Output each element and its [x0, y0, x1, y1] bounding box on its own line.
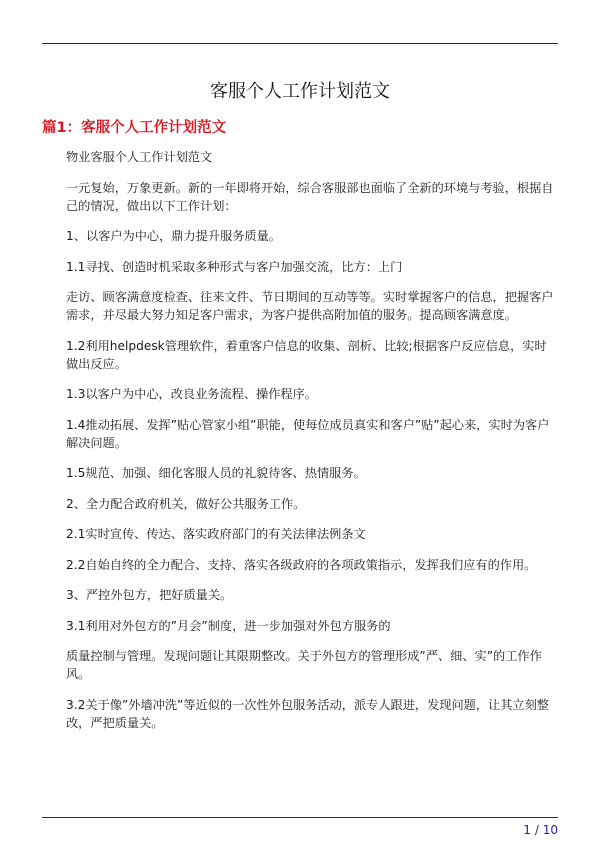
paragraph: 1.1寻找、创造时机采取多种形式与客户加强交流，比方：上门: [66, 259, 403, 274]
paragraph: 1.3以客户为中心，改良业务流程、操作程序。: [66, 387, 317, 401]
document-title: 客服个人工作计划范文: [210, 81, 390, 102]
header-rule: [42, 43, 558, 44]
paragraph: 3.1利用对外包方的”月会”制度，进一步加强对外包方服务的: [66, 618, 391, 633]
footer-rule: [42, 817, 558, 818]
page-indicator: 1 / 10: [523, 823, 558, 837]
paragraph: 3、严控外包方，把好质量关。: [66, 588, 233, 602]
paragraph: 2.2自始自终的全力配合、支持、落实各级政府的各项政策指示，发挥我们应有的作用。: [66, 557, 537, 572]
document-body: [42, 148, 558, 744]
paragraph: 1.4推动拓展、发挥”贴心管家小组”职能，使每位成员真实和客户”贴”起心来，实时为客户解决问题。: [66, 417, 550, 450]
paragraph: 3.2关于像”外墙冲洗”等近似的一次性外包服务活动，派专人跟进，发现问题，让其立刻整改，严把质量关。: [66, 697, 549, 730]
paragraph: 走访、顾客满意度检查、往来文件、节日期间的互动等等。实时掌握客户的信息，把握客户需求，并尽最大努力知足客户需求，为客户提供高附加值的服务。提高顾客满意度。: [66, 290, 554, 322]
paragraph: 1、以客户为中心，鼎力提升服务质量。: [66, 229, 281, 243]
paragraph: 2、全力配合政府机关，做好公共服务工作。: [66, 496, 306, 511]
paragraph: 2.1实时宣传、传达、落实政府部门的有关法律法例条文: [66, 527, 366, 541]
paragraph: 1.2利用helpdesk管理软件，着重客户信息的收集、剖析、比较;根据客户反应信息，实时做出反应。: [66, 338, 547, 371]
paragraph: 物业客服个人工作计划范文: [66, 150, 213, 164]
paragraph: 质量控制与管理。发现问题让其限期整改。关于外包方的管理形成”严、细、实”的工作作风。: [66, 649, 542, 681]
paragraph: 一元复始，万象更新。新的一年即将开始，综合客服部也面临了全新的环境与考验，根据自己的情况，做出以下工作计划：: [66, 180, 554, 213]
section-heading: 篇1：客服个人工作计划范文: [42, 120, 227, 136]
paragraph: 1.5规范、加强、细化客服人员的礼貌待客、热情服务。: [66, 466, 366, 480]
